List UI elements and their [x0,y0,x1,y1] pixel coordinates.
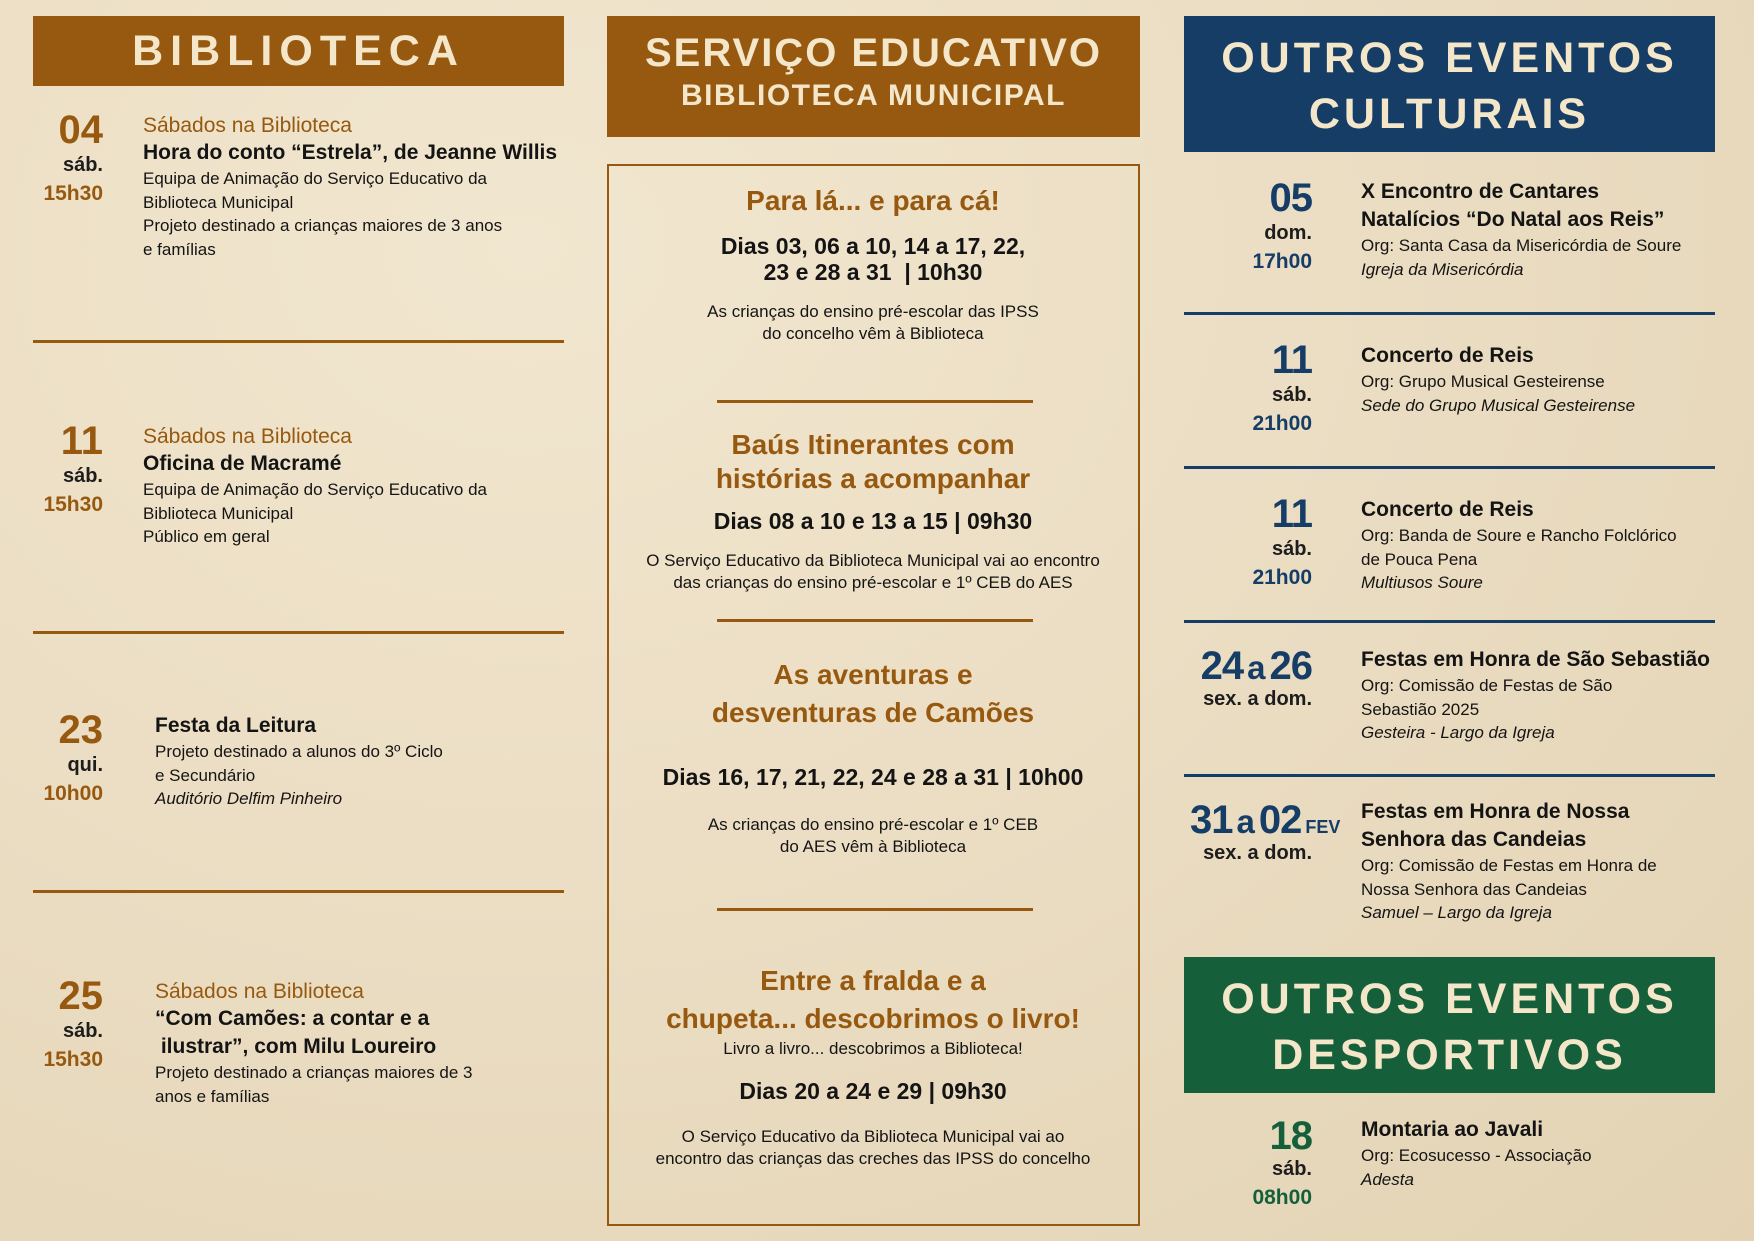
event-time: 15h30 [43,182,103,205]
event-place: Gesteira - Largo da Igreja [1361,723,1555,742]
event-line: Projeto destinado a crianças maiores de 3 [155,1063,473,1082]
event-time: 21h00 [1252,566,1312,589]
event-body [143,423,583,549]
event-day: 11 [1271,492,1312,536]
event-line: Equipa de Animação do Serviço Educativo da [143,480,488,499]
biblioteca-event [33,419,564,569]
servico-block [609,184,1137,345]
event-title: Concerto de Reis [1361,498,1534,521]
event-weekday: qui. [67,754,103,776]
block-title: Baús Itinerantes com [731,429,1015,460]
day-to: 26 [1269,644,1312,688]
event-weekday: sáb. [1271,384,1312,406]
block-title: desventuras de Camões [711,697,1035,728]
event-time: 15h30 [43,1048,103,1071]
event-body [155,978,575,1108]
divider [33,890,564,893]
block-title: Para lá... e para cá! [746,185,1000,216]
biblioteca-event [33,108,564,308]
event-line: Projeto destinado a crianças maiores de 3 anos [143,216,503,235]
event-org: de Pouca Pena [1361,549,1478,569]
event-line: Biblioteca Municipal [143,192,294,212]
event-org: Org: Comissão de Festas em Honra de [1361,856,1657,875]
block-title: As aventuras e [773,659,973,690]
event-weekday: sáb. [62,154,103,176]
event-day-range [1184,644,1312,690]
block-desc: das crianças do ensino pré-escolar e 1º CEB do AES [673,573,1073,592]
block-divider [717,908,1033,911]
event-title: Festas em Honra de Nossa [1361,800,1630,823]
event-day: 05 [1269,176,1312,220]
event-day: 04 [58,108,103,152]
event-body [1361,496,1731,595]
event-body [143,112,583,261]
event-body [1361,342,1731,417]
event-title: Concerto de Reis [1361,344,1534,367]
event-time: 17h00 [1252,250,1312,273]
event-org: Org: Grupo Musical Gesteirense [1361,372,1605,391]
desportivos-header-l2: DESPORTIVOS [1272,1031,1627,1079]
outros-column [1184,16,1715,1226]
block-dates: Dias 03, 06 a 10, 14 a 17, 22, [720,233,1026,259]
event-title: Natalícios “Do Natal aos Reis” [1361,208,1665,231]
servico-header-subtitle: BIBLIOTECA MUNICIPAL [681,79,1066,112]
block-desc: O Serviço Educativo da Biblioteca Municipal vai ao encontro [646,551,1100,570]
range-connector: a [1247,649,1266,686]
event-time: 08h00 [1252,1186,1312,1209]
biblioteca-column [33,16,564,1226]
servico-block [609,428,1137,594]
event-time: 15h30 [43,493,103,516]
event-org: Org: Comissão de Festas de São [1361,676,1613,695]
culturais-header [1184,16,1715,152]
block-dates: Dias 20 a 24 e 29 | 09h30 [739,1078,1007,1104]
event-body [155,712,575,811]
servico-header-title: SERVIÇO EDUCATIVO [644,31,1103,75]
event-weekday: sáb. [1271,1158,1312,1180]
servico-box [607,164,1140,1226]
servico-column [607,16,1140,1226]
event-line: e Secundário [155,765,256,785]
event-place: Adesta [1361,1169,1414,1189]
block-desc: As crianças do ensino pré-escolar das IPSS [707,302,1039,321]
divider [1184,620,1715,623]
block-dates: Dias 08 a 10 e 13 a 15 | 09h30 [713,508,1033,534]
event-org: Org: Ecosucesso - Associação [1361,1146,1592,1165]
servico-block [609,962,1137,1170]
event-line: e famílias [143,239,216,259]
event-weekday: sex. a dom. [1203,688,1312,710]
block-title: histórias a acompanhar [715,463,1031,494]
servico-block [609,656,1137,858]
block-desc: As crianças do ensino pré-escolar e 1º CEB [707,815,1039,834]
event-line: Biblioteca Municipal [143,503,294,523]
event-org: Sebastião 2025 [1361,699,1480,719]
event-title: Montaria ao Javali [1361,1118,1544,1141]
block-dates: 23 e 28 a 31 | 10h30 [763,259,983,285]
block-subtitle: Livro a livro... descobrimos a Biblioteca! [723,1039,1023,1058]
biblioteca-event [33,974,564,1134]
event-title: Oficina de Macramé [143,452,342,475]
event-place: Samuel – Largo da Igreja [1361,903,1552,922]
event-title: Festa da Leitura [155,714,317,737]
event-title: ilustrar”, com Milu Loureiro [155,1035,437,1058]
event-time: 21h00 [1252,412,1312,435]
day-to: 02 [1258,798,1302,842]
culturais-header-l1: OUTROS EVENTOS [1221,34,1678,82]
event-place: Auditório Delfim Pinheiro [155,789,343,808]
event-org: Org: Banda de Soure e Rancho Folclórico [1361,526,1677,545]
event-title: Senhora das Candeias [1361,828,1587,851]
event-weekday: sáb. [62,1020,103,1042]
event-time: 10h00 [43,782,103,805]
event-place: Multiusos Soure [1361,573,1483,592]
biblioteca-event [33,708,564,828]
divider [1184,466,1715,469]
event-day: 11 [1271,338,1312,382]
event-category: Sábados na Biblioteca [143,114,352,137]
event-day: 25 [58,974,103,1018]
event-line: Público em geral [143,527,270,546]
range-connector: a [1236,803,1255,840]
event-place: Igreja da Misericórdia [1361,259,1524,279]
desportivos-header [1184,957,1715,1093]
divider [1184,774,1715,777]
event-category: Sábados na Biblioteca [143,425,352,448]
event-weekday: sáb. [1271,538,1312,560]
divider [1184,312,1715,315]
desportivos-header-l1: OUTROS EVENTOS [1221,975,1678,1023]
block-title: Entre a fralda e a [760,965,986,996]
event-weekday: sex. a dom. [1203,842,1312,864]
event-line: Projeto destinado a alunos do 3º Ciclo [155,742,443,761]
block-desc: do concelho vêm à Biblioteca [762,324,984,343]
block-desc: encontro das crianças das creches das IPSS do concelho [655,1149,1091,1168]
event-body [1361,646,1731,745]
event-title: X Encontro de Cantares [1361,180,1600,203]
block-desc: O Serviço Educativo da Biblioteca Municipal vai ao [681,1127,1065,1146]
event-day: 11 [60,419,103,463]
day-from: 31 [1190,798,1233,842]
event-day: 23 [58,708,103,752]
biblioteca-header: BIBLIOTECA [33,16,564,86]
event-day: 18 [1269,1114,1312,1158]
event-title: Hora do conto “Estrela”, de Jeanne Willis [143,141,558,164]
block-dates: Dias 16, 17, 21, 22, 24 e 28 a 31 | 10h00 [662,764,1084,790]
block-divider [717,619,1033,622]
divider [33,340,564,343]
block-desc: do AES vêm à Biblioteca [779,837,967,856]
event-org: Nossa Senhora das Candeias [1361,879,1587,899]
block-divider [717,400,1033,403]
event-weekday: sáb. [62,465,103,487]
event-body [1361,798,1731,925]
event-title: Festas em Honra de São Sebastião [1361,648,1710,671]
block-title: chupeta... descobrimos o livro! [666,1003,1080,1034]
event-line: Equipa de Animação do Serviço Educativo da [143,169,488,188]
month-label: FEV [1305,817,1341,837]
event-weekday: dom. [1264,222,1312,244]
servico-header [607,16,1140,137]
event-body [1361,1116,1731,1191]
event-place: Sede do Grupo Musical Gesteirense [1361,395,1636,415]
event-title: “Com Camões: a contar e a [155,1007,430,1030]
event-category: Sábados na Biblioteca [155,980,364,1003]
event-org: Org: Santa Casa da Misericórdia de Soure [1361,236,1682,255]
divider [33,631,564,634]
culturais-header-l2: CULTURAIS [1308,90,1591,138]
day-from: 24 [1200,644,1244,688]
event-line: anos e famílias [155,1086,270,1106]
event-body [1361,178,1731,281]
